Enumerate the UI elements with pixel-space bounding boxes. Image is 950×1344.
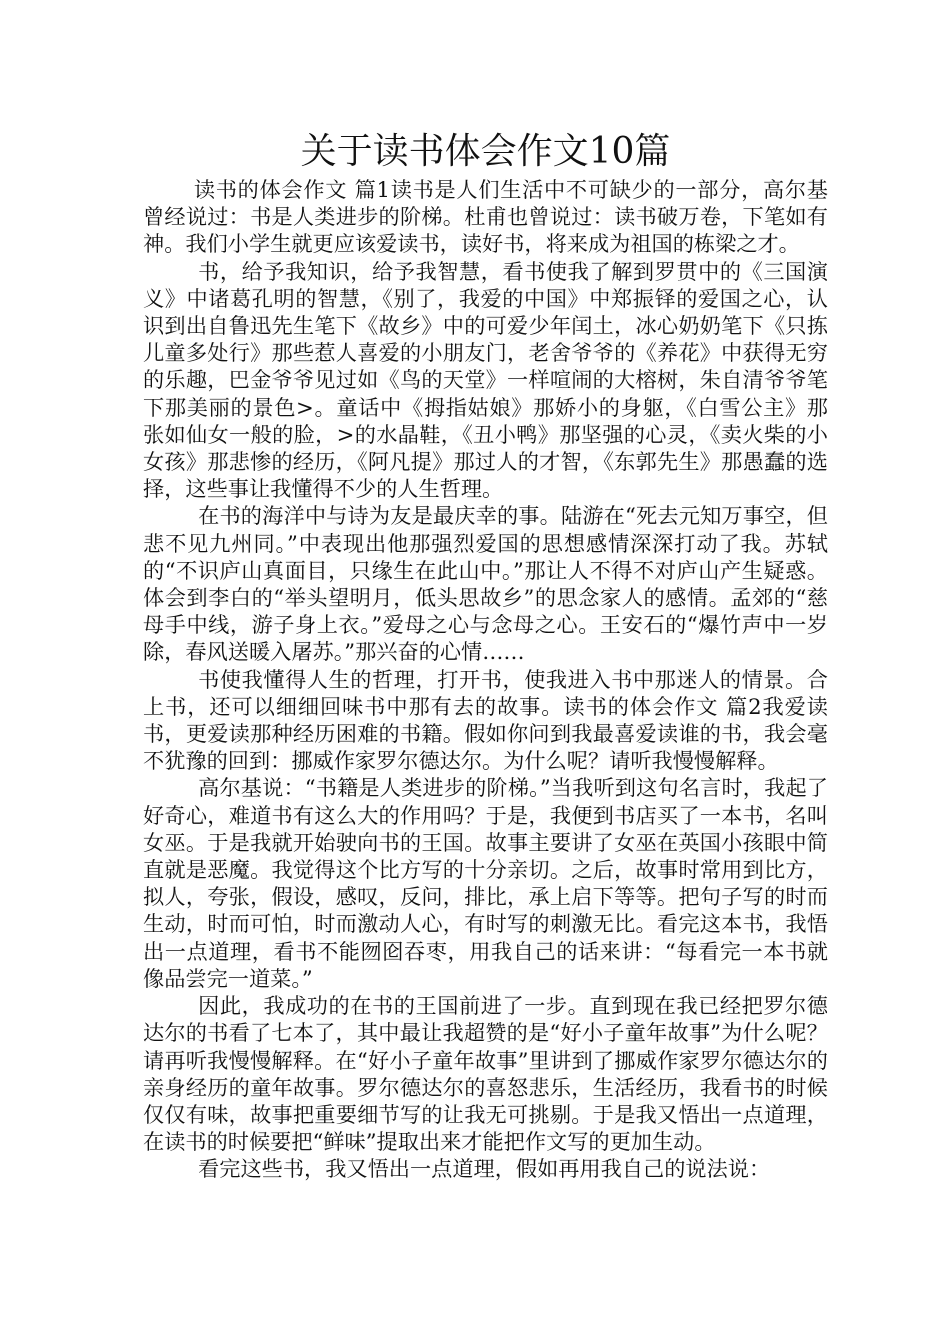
document-page: [143, 128, 828, 1183]
paragraph-7: 看完这些书，我又悟出一点道理，假如再用我自己的说法说：: [198, 1156, 771, 1182]
paragraph-1: 读书的体会作文 篇1读书是人们生活中不可缺少的一部分，高尔基曾经说过：书是人类进步的阶梯。杜甫也曾说过：读书破万卷，下笔如有神。我们小学生就更应该爱读书，读好书，将来成为祖国的栋梁之才。: [143, 177, 828, 257]
paragraph-2: 书，给予我知识，给予我智慧，看书使我了解到罗贯中的《三国演义》中诸葛孔明的智慧，《别了，我爱的中国》中郑振铎的爱国之心，认识到出自鲁迅先生笔下《故乡》中的可爱少年闰土，冰心奶奶笔下《只拣儿童多处行》那些惹人喜爱的小朋友门，老舍爷爷的《养花》中获得无穷的乐趣，巴金爷爷见过如《鸟的天堂》一样喧闹的大榕树，朱自清爷爷笔下那美丽的景色>。童话中《拇指姑娘》那娇小的身躯，《白雪公主》那张如仙女一般的脸，>的水晶鞋，《丑小鸭》那坚强的心灵，《卖火柴的小女孩》那悲惨的经历，《阿凡提》那过人的才智，《东郭先生》那愚蠢的选择，这些事让我懂得不少的人生哲理。: [143, 258, 828, 502]
document-title: 关于读书体会作文10篇: [300, 131, 671, 172]
paragraph-5: 高尔基说：“书籍是人类进步的阶梯。”当我听到这句名言时，我起了好奇心，难道书有这么大的作用吗？于是，我便到书店买了一本书，名叫女巫。于是我就开始驶向书的王国。故事主要讲了女巫在英国小孩眼中简直就是恶魔。我觉得这个比方写的十分亲切。之后，故事时常用到比方，拟人，夸张，假设，感叹，反问，排比，承上启下等等。把句子写的时而生动，时而可怕，时而激动人心，有时写的刺激无比。看完这本书，我悟出一点道理，看书不能囫囵吞枣，用我自己的话来讲：“每看完一本书就像品尝完一道菜。”: [143, 775, 828, 991]
document-body: [143, 176, 828, 1183]
paragraph-6: 因此，我成功的在书的王国前进了一步。直到现在我已经把罗尔德达尔的书看了七本了，其中最让我超赞的是“好小子童年故事”为什么呢？请再听我慢慢解释。在“好小子童年故事”里讲到了挪威作家罗尔德达尔的亲身经历的童年故事。罗尔德达尔的喜怒悲乐，生活经历，我看书的时候仅仅有味，故事把重要细节写的让我无可挑剔。于是我又悟出一点道理，在读书的时候要把“鲜味”提取出来才能把作文写的更加生动。: [143, 993, 828, 1155]
paragraph-3: 在书的海洋中与诗为友是最庆幸的事。陆游在“死去元知万事空，但悲不见九州同。”中表现出他那强烈爱国的思想感情深深打动了我。苏轼的“不识庐山真面目，只缘生在此山中。”那让人不得不对庐山产生疑惑。体会到李白的“举头望明月，低头思故乡”的思念家人的感情。孟郊的“慈母手中线，游子身上衣。”爱母之心与念母之心。王安石的“爆竹声中一岁除，春风送暖入屠苏。”那兴奋的心情……: [143, 503, 828, 665]
paragraph-4: 书使我懂得人生的哲理，打开书，使我进入书中那迷人的情景。合上书，还可以细细回味书中那有去的故事。读书的体会作文 篇2我爱读书，更爱读那种经历困难的书籍。假如你问到我最喜爱读谁的书，我会毫不犹豫的回到：挪威作家罗尔德达尔。为什么呢？请听我慢慢解释。: [143, 666, 828, 774]
